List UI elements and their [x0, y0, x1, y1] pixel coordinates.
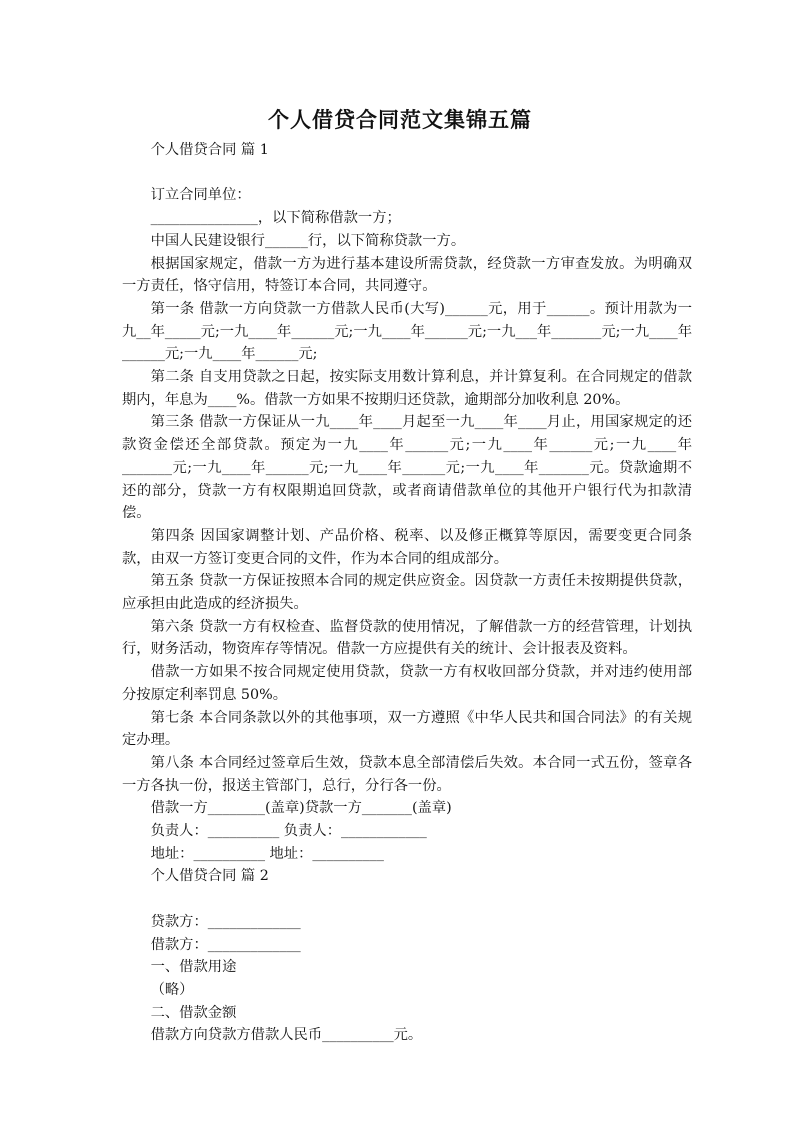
article-2: 第二条 自支用贷款之日起，按实际支用数计算利息，并计算复利。在合同规定的借款期内，年息为____%。借款一方如果不按期归还贷款，逾期部分加收利息 20%。 — [122, 369, 692, 408]
article-1: 第一条 借款一方向贷款一方借款人民币(大写)______元，用于______。预计用款为一九__年_____元;一九____年______元;一九____年______元;一九___年_______元;一九____年______元;一九____年______元; — [122, 300, 692, 363]
article-3: 第三条 借款一方保证从一九____年____月起至一九____年____月止，用国家规定的还款资金偿还全部贷款。预定为一九____年______元;一九____年______元;一九____年_______元;一九____年______元;一九____年______元;一九____年_______元。贷款逾期不还的部分，贷款一方有权限期追回贷款，或者商请借款单位的其他开户银行代为扣款清偿。 — [122, 414, 692, 522]
paragraph: 二、借款金额 — [150, 1004, 237, 1021]
paragraph: 贷款方：_____________ — [150, 913, 301, 930]
paragraph: 一、借款用途 — [150, 959, 237, 976]
paragraph: _______________，以下简称借款一方； — [150, 210, 401, 227]
article-7: 第七条 本合同条款以外的其他事项，双一方遵照《中华人民共和国合同法》的有关规定办理。 — [122, 709, 692, 749]
document-title: 个人借贷合同范文集锦五篇 — [268, 108, 532, 132]
paragraph: 订立合同单位： — [150, 187, 251, 204]
article-8: 第八条 本合同经过签章后生效，贷款本息全部清偿后失效。本合同一式五份，签章各一方各执一份，报送主管部门，总行，分行各一份。 — [122, 754, 692, 794]
blank-line — [122, 888, 692, 911]
blank-line — [122, 162, 692, 185]
signature-line: 地址：__________ 地址：__________ — [150, 845, 384, 862]
paragraph: 借款一方如果不按合同规定使用贷款，贷款一方有权收回部分贷款，并对违约使用部分按原定利率罚息 50%。 — [122, 664, 692, 703]
section-heading: 个人借贷合同 篇 2 — [150, 868, 269, 885]
article-5: 第五条 贷款一方保证按照本合同的规定供应资金。因贷款一方责任未按期提供贷款，应承担由此造成的经济损失。 — [122, 573, 692, 613]
paragraph: 借款方：_____________ — [150, 936, 301, 953]
signature-line: 负责人：__________ 负责人：____________ — [150, 823, 427, 840]
article-6: 第六条 贷款一方有权检查、监督贷款的使用情况，了解借款一方的经营管理，计划执行，财务活动，物资库存等情况。借款一方应提供有关的统计、会计报表及资料。 — [122, 618, 692, 658]
paragraph: 中国人民建设银行______行，以下简称贷款一方。 — [150, 232, 466, 249]
paragraph: 根据国家规定，借款一方为进行基本建设所需贷款，经贷款一方审查发放。为明确双一方责任，恪守信用，特签订本合同，共同遵守。 — [122, 255, 692, 295]
signature-line: 借款一方________(盖章)贷款一方_______(盖章) — [150, 800, 452, 817]
paragraph: （略） — [150, 981, 194, 998]
document-body — [122, 139, 692, 1047]
section-heading: 个人借贷合同 篇 1 — [150, 142, 269, 158]
article-4: 第四条 因国家调整计划、产品价格、税率、以及修正概算等原因，需要变更合同条款，由双一方签订变更合同的文件，作为本合同的组成部分。 — [122, 527, 692, 567]
paragraph: 借款方向贷款方借款人民币__________元。 — [150, 1027, 423, 1044]
